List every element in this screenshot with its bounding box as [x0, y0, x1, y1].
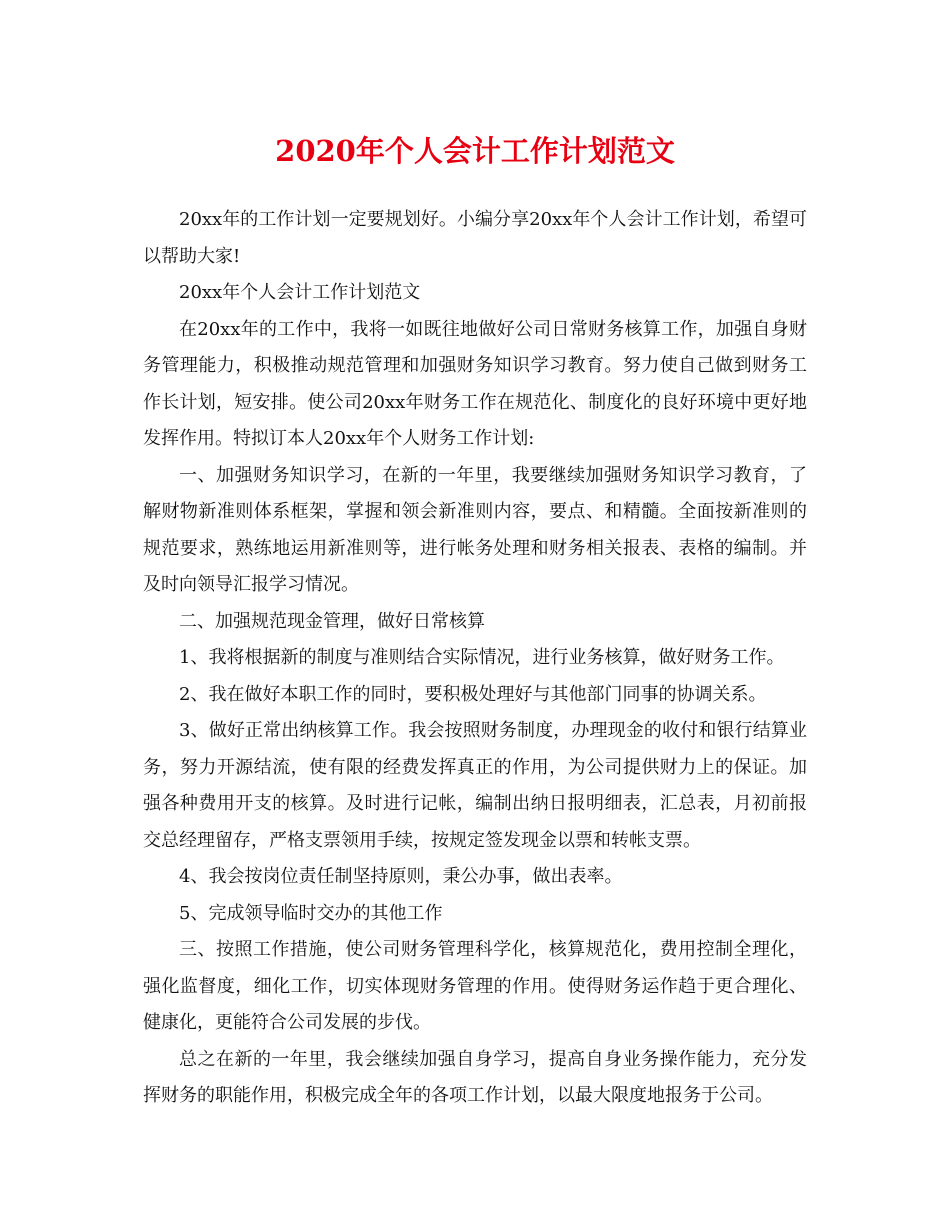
paragraph-subtitle: 20xx年个人会计工作计划范文 — [179, 282, 421, 303]
document-title: 2020年个人会计工作计划范文 — [275, 134, 675, 168]
paragraph-overview: 在20xx年的工作中，我将一如既往地做好公司日常财务核算工作，加强自身财务管理能力，积极推动规范管理和加强财务知识学习教育。努力使自己做到财务工作长计划，短安排。使公司20xx年财务工作在规范化、制度化的良好环境中更好地发挥作用。特拟订本人20xx年个人财务工作计划: — [143, 318, 807, 449]
paragraph-section-2-heading: 二、加强规范现金管理，做好日常核算 — [179, 610, 485, 632]
paragraph-section-1: 一、加强财务知识学习，在新的一年里，我要继续加强财务知识学习教育，了解财物新准则体系框架，掌握和领会新准则内容，要点、和精髓。全面按新准则的规范要求，熟练地运用新准则等，进行帐务处理和财务相关报表、表格的编制。并及时向领导汇报学习情况。 — [143, 464, 807, 595]
paragraph-item-4: 4、我会按岗位责任制坚持原则，秉公办事，做出表率。 — [179, 866, 623, 887]
paragraph-section-3: 三、按照工作措施，使公司财务管理科学化，核算规范化，费用控制全理化，强化监督度，细化工作，切实体现财务管理的作用。使得财务运作趋于更合理化、健康化，更能符合公司发展的步伐。 — [143, 939, 807, 1033]
paragraph-intro: 20xx年的工作计划一定要规划好。小编分享20xx年个人会计工作计划，希望可以帮助大家! — [143, 209, 807, 267]
paragraph-item-1: 1、我将根据新的制度与准则结合实际情况，进行业务核算，做好财务工作。 — [179, 647, 785, 668]
paragraph-item-5: 5、完成领导临时交办的其他工作 — [179, 902, 443, 924]
paragraph-item-3: 3、做好正常出纳核算工作。我会按照财务制度，办理现金的收付和银行结算业务，努力开源结流，使有限的经费发挥真正的作用，为公司提供财力上的保证。加强各种费用开支的核算。及时进行记帐，编制出纳日报明细表，汇总表，月初前报交总经理留存，严格支票领用手续，按规定签发现金以票和转帐支票。 — [143, 720, 807, 851]
paragraph-conclusion: 总之在新的一年里，我会继续加强自身学习，提高自身业务操作能力，充分发挥财务的职能作用，积极完成全年的各项工作计划，以最大限度地报务于公司。 — [143, 1048, 807, 1106]
document-body — [143, 202, 807, 1115]
paragraph-item-2: 2、我在做好本职工作的同时，要积极处理好与其他部门同事的协调关系。 — [179, 683, 767, 705]
